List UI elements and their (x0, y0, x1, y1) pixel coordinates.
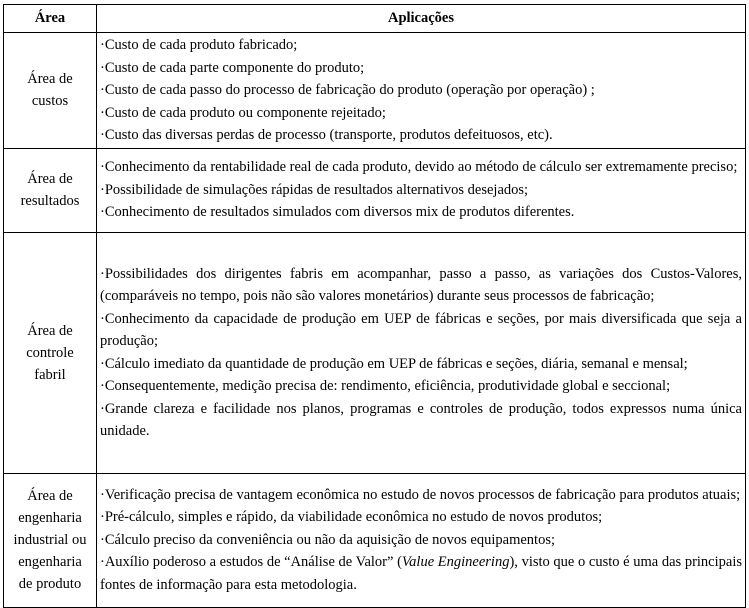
area-line: Área de (27, 488, 73, 504)
applications-cell (97, 232, 746, 473)
area-line: Área de (27, 322, 73, 339)
table-row (4, 33, 746, 149)
item-italic-term: Value Engineering (401, 554, 510, 571)
list-item: ·Custo de cada produto fabricado; (100, 37, 298, 53)
list-item: ·Verificação precisa de vantagem econômica no estudo de novos processos de fabricação para produtos atuais; (100, 486, 741, 503)
applications-cell (97, 148, 746, 232)
list-item: ·Custo de cada passo do processo de fabricação do produto (operação por operação) ; (100, 82, 595, 98)
list-item: ·Consequentemente, medição precisa de: rendimento, eficiência, produtividade global e seccional; (100, 378, 671, 394)
area-cell (4, 33, 97, 149)
item-text: ), visto que o custo é uma das principais fontes de informação para esta metodologia. (100, 554, 742, 593)
area-line: engenharia (18, 510, 82, 526)
list-item: ·Possibilidade de simulações rápidas de resultados alternativos desejados; (100, 181, 529, 198)
list-item: ·Custo das diversas perdas de processo (transporte, produtos defeituosos, etc). (100, 127, 553, 143)
applications-table (3, 4, 746, 608)
list-item: ·Possibilidades dos dirigentes fabris em acompanhar, passo a passo, as variações dos Custos-Valores, (comparáveis no tempo, pois não são valores monetários) durante seus processos de fabricação; (100, 265, 742, 304)
document (3, 4, 745, 600)
list-item: ·Custo de cada parte componente do produto; (100, 59, 365, 76)
area-line: Área de (27, 71, 73, 88)
list-item: ·Conhecimento da rentabilidade real de cada produto, devido ao método de cálculo ser extremamente preciso; (100, 159, 738, 176)
area-line: engenharia (18, 554, 82, 570)
area-line: resultados (20, 193, 80, 209)
area-line: industrial ou (13, 532, 87, 548)
table-header-row (4, 5, 746, 33)
area-line: Área de (27, 171, 73, 187)
area-line: fabril (34, 366, 66, 383)
area-cell (4, 473, 97, 607)
area-line: de produto (18, 576, 82, 592)
applications-cell (97, 33, 746, 149)
area-line: custos (31, 93, 69, 110)
list-item: ·Grande clareza e facilidade nos planos, programas e controles de produção, todos expressos numa única unidade. (100, 400, 742, 439)
area-cell (4, 232, 97, 473)
table-row (4, 232, 746, 473)
list-item: ·Pré-cálculo, simples e rápido, da viabilidade econômica no estudo de novos produtos; (100, 509, 603, 526)
area-cell (4, 148, 97, 232)
list-item: ·Conhecimento de resultados simulados com diversos mix de produtos diferentes. (100, 204, 575, 221)
header-applications: Aplicações (97, 5, 746, 33)
list-item (100, 551, 742, 596)
list-item: ·Custo de cada produto ou componente rejeitado; (100, 104, 386, 121)
header-area: Área (4, 5, 97, 33)
list-item: ·Cálculo preciso da conveniência ou não da aquisição de novos equipamentos; (100, 531, 555, 548)
list-item: ·Conhecimento da capacidade de produção em UEP de fábricas e seções, por mais diversificada que seja a produção; (100, 310, 742, 349)
table-row (4, 148, 746, 232)
table-row (4, 473, 746, 607)
area-line: controle (26, 344, 74, 361)
item-text: ·Auxílio poderoso a estudos de “Análise de Valor” ( (100, 554, 402, 571)
applications-cell (97, 473, 746, 607)
list-item: ·Cálculo imediato da quantidade de produção em UEP de fábricas e seções, diária, semanal e mensal; (100, 355, 688, 372)
